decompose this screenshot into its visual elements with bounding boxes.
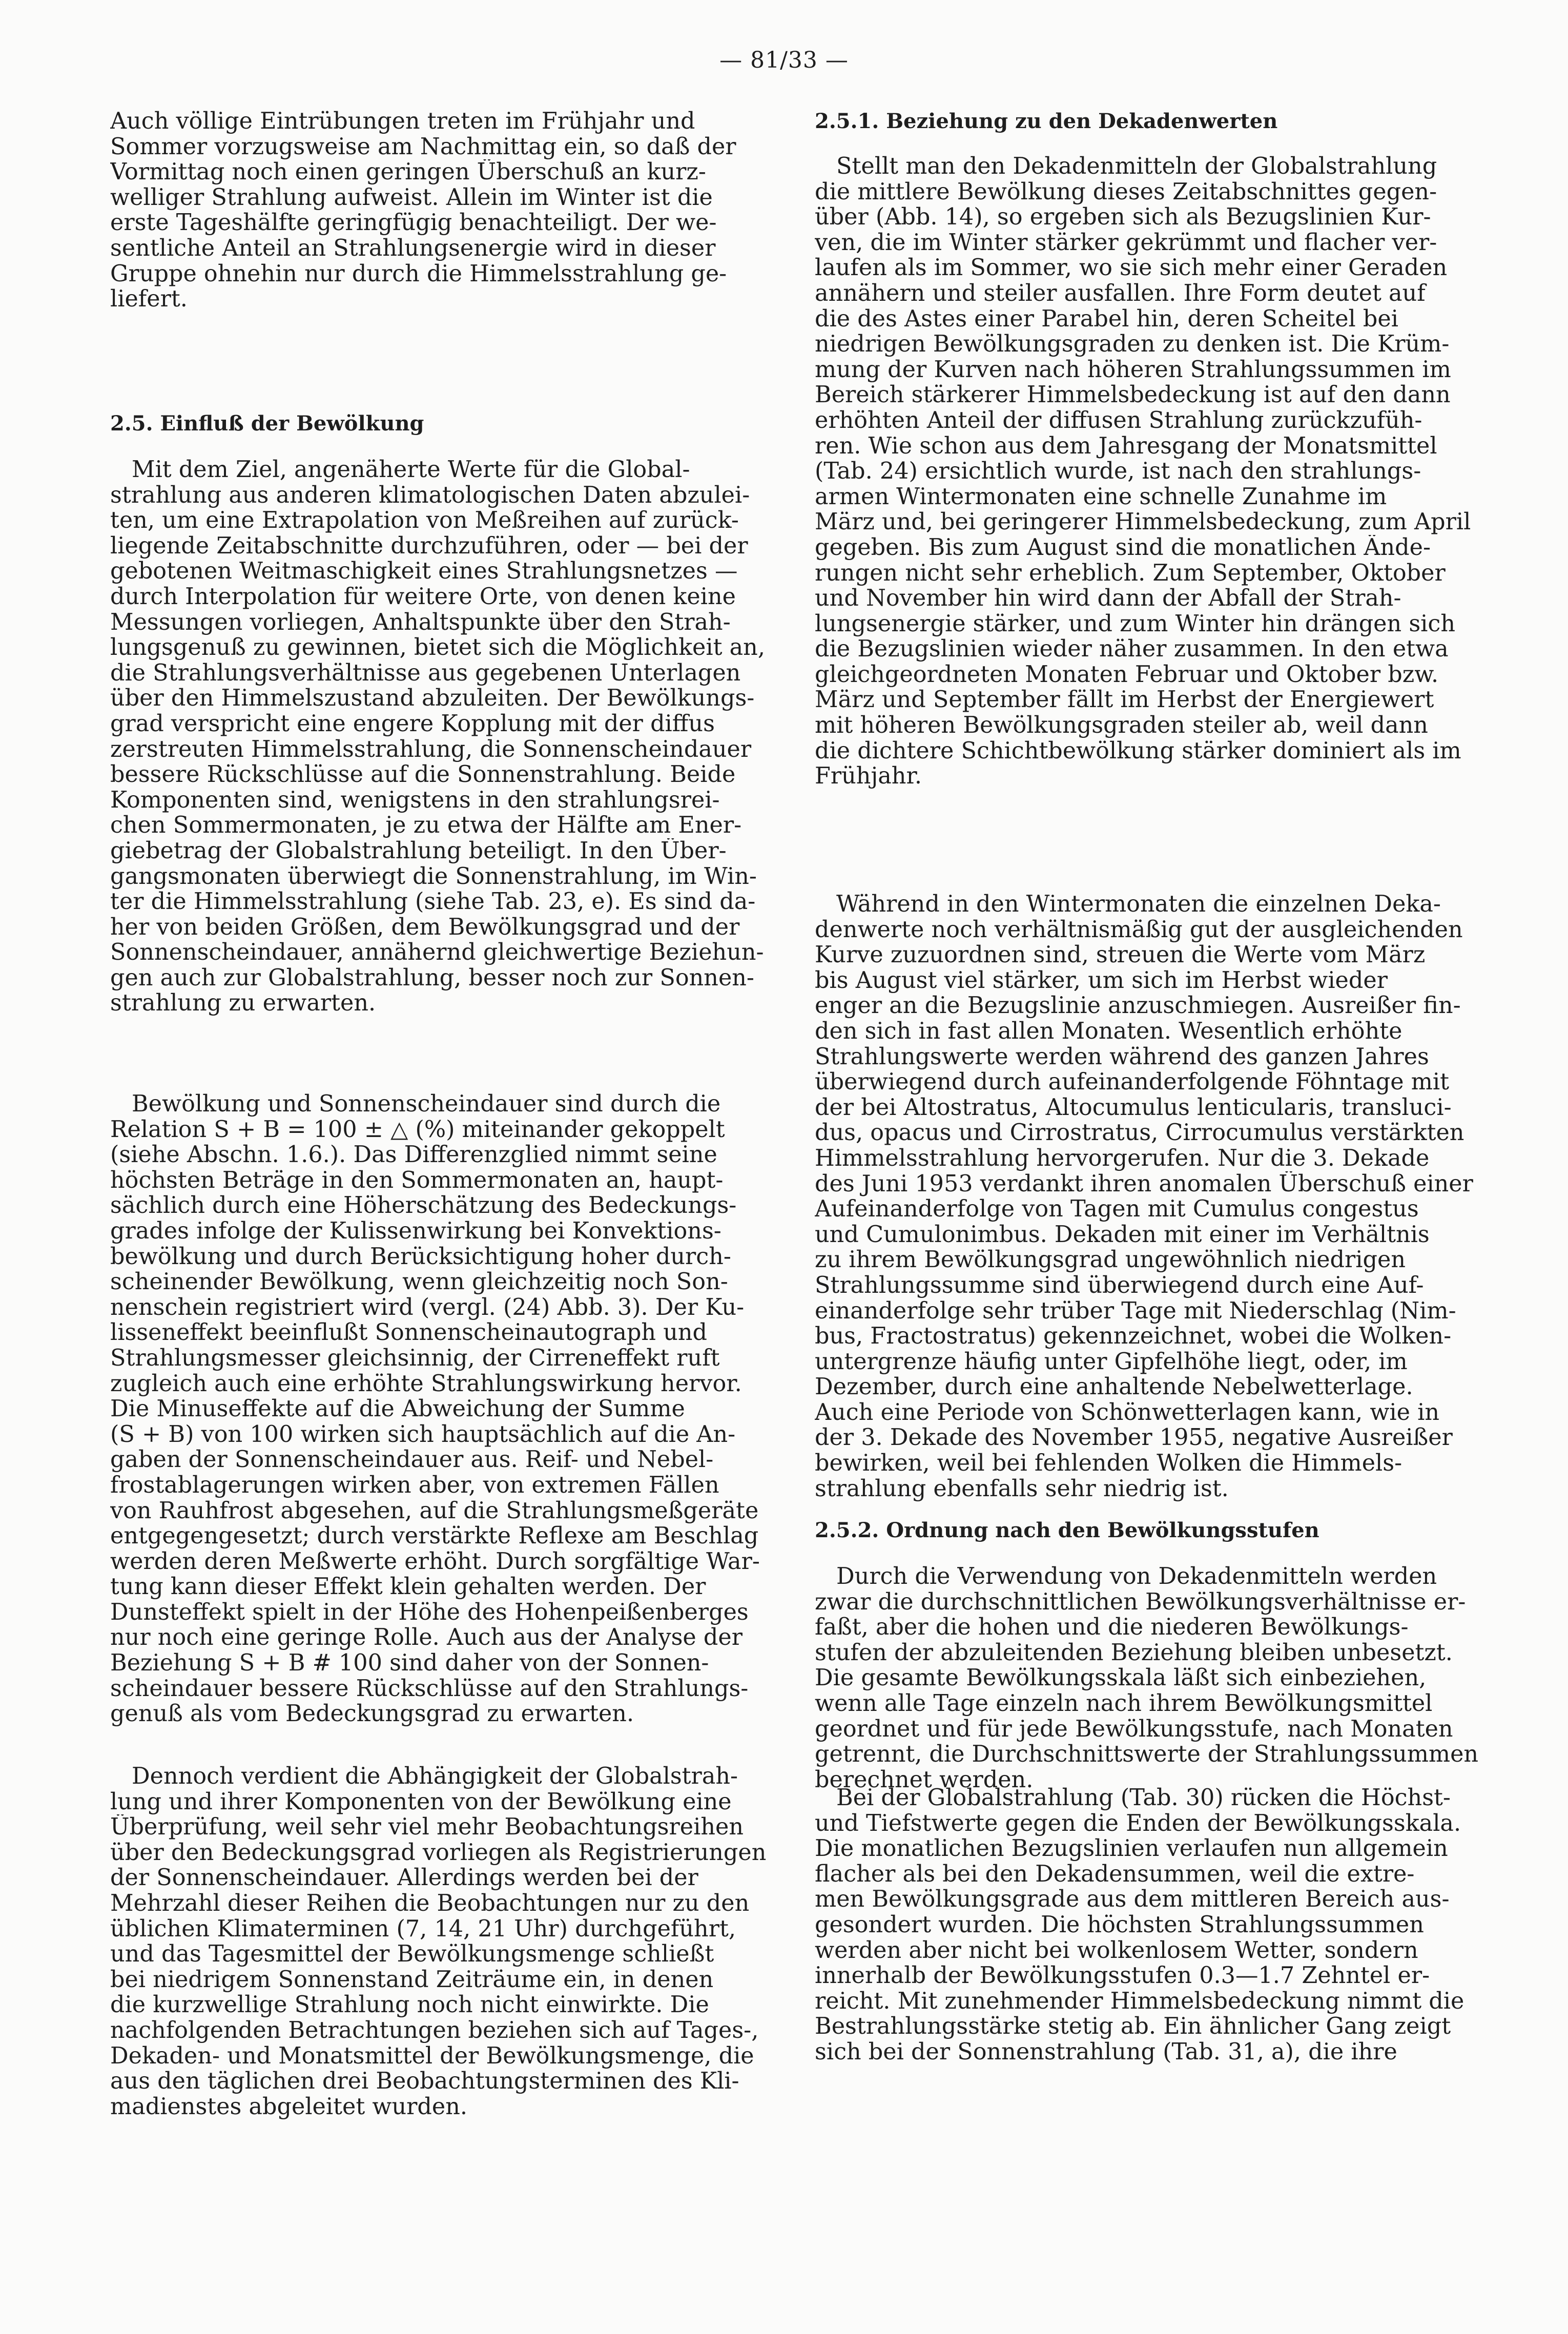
text-line: die Strahlungsverhältnisse aus gegebenen Unterlagen bbox=[110, 660, 741, 686]
text-line: Strahlungswerte werden während des ganzen Jahres bbox=[815, 1044, 1429, 1070]
text-line: gaben der Sonnenscheindauer aus. Reif- und Nebel- bbox=[110, 1447, 714, 1473]
text-line: lung und ihrer Komponenten von der Bewölkung eine bbox=[110, 1789, 732, 1815]
text-line: Vormittag noch einen geringen Überschuß an kurz- bbox=[110, 159, 706, 185]
text-line: der 3. Dekade des November 1955, negative Ausreißer bbox=[815, 1425, 1453, 1451]
text-line: Kurve zuzuordnen sind, streuen die Werte vom März bbox=[815, 942, 1426, 968]
text-line: Bei der Globalstrahlung (Tab. 30) rücken die Höchst- bbox=[836, 1785, 1451, 1811]
text-line: der Sonnenscheindauer. Allerdings werden bei der bbox=[110, 1865, 698, 1891]
text-line: Die monatlichen Bezugslinien verlaufen nun allgemein bbox=[815, 1836, 1448, 1862]
paragraph bbox=[815, 1564, 1478, 1792]
text-line: lungsenergie stärker, und zum Winter hin drängen sich bbox=[815, 611, 1455, 637]
text-line: aus den täglichen drei Beobachtungsterminen des Kli- bbox=[110, 2069, 739, 2094]
text-line: Strahlungsmesser gleichsinnig, der Cirreneffekt ruft bbox=[110, 1345, 720, 1371]
text-line: höchsten Beträge in den Sommermonaten an, haupt- bbox=[110, 1167, 724, 1193]
text-line: Auch eine Periode von Schönwetterlagen kann, wie in bbox=[815, 1399, 1440, 1426]
text-line: liefert. bbox=[110, 286, 188, 312]
text-line: ven, die im Winter stärker gekrümmt und flacher ver- bbox=[815, 230, 1437, 256]
text-line: frostablagerungen wirken aber, von extremen Fällen bbox=[110, 1472, 719, 1498]
text-line: innerhalb der Bewölkungsstufen 0.3—1.7 Zehntel er- bbox=[815, 1963, 1430, 1989]
text-line: wenn alle Tage einzeln nach ihrem Bewölkungsmittel bbox=[815, 1690, 1433, 1717]
text-line: überwiegend durch aufeinanderfolgende Föhntage mit bbox=[815, 1069, 1450, 1095]
text-line: über den Himmelszustand abzuleiten. Der Bewölkungs- bbox=[110, 686, 755, 711]
text-line: bis August viel stärker, um sich im Herbst wieder bbox=[815, 967, 1388, 994]
text-line: Relation S + B = 100 ± △ (%) miteinander gekoppelt bbox=[110, 1117, 725, 1143]
section-heading: 2.5. Einfluß der Bewölkung bbox=[110, 411, 424, 436]
text-line: über (Abb. 14), so ergeben sich als Bezugslinien Kur- bbox=[815, 204, 1431, 230]
page-number: — 81/33 — bbox=[719, 47, 849, 73]
text-line: getrennt, die Durchschnittswerte der Strahlungssummen bbox=[815, 1742, 1478, 1767]
text-line: Dennoch verdient die Abhängigkeit der Globalstrah- bbox=[132, 1764, 738, 1789]
text-line: und das Tagesmittel der Bewölkungsmenge schließt bbox=[110, 1941, 714, 1967]
text-line: niedrigen Bewölkungsgraden zu denken ist. Die Krüm- bbox=[815, 332, 1450, 357]
text-line: enger an die Bezugslinie anzuschmiegen. Ausreißer fin- bbox=[815, 993, 1461, 1019]
text-line: Strahlungssumme sind überwiegend durch eine Auf- bbox=[815, 1272, 1424, 1298]
text-line: zerstreuten Himmelsstrahlung, die Sonnenscheindauer bbox=[110, 736, 752, 762]
text-line: untergrenze häufig unter Gipfelhöhe liegt, oder, im bbox=[815, 1349, 1408, 1375]
text-line: gesondert wurden. Die höchsten Strahlungssummen bbox=[815, 1912, 1424, 1938]
text-line: zugleich auch eine erhöhte Strahlungswirkung hervor. bbox=[110, 1371, 742, 1397]
text-line: bus, Fractostratus) gekennzeichnet, wobei die Wolken- bbox=[815, 1324, 1452, 1349]
text-line: liegende Zeitabschnitte durchzuführen, oder — bei der bbox=[110, 533, 748, 559]
text-line: März und September fällt im Herbst der Energiewert bbox=[815, 687, 1434, 713]
text-line: tung kann dieser Effekt klein gehalten werden. Der bbox=[110, 1574, 706, 1600]
text-line: (siehe Abschn. 1.6.). Das Differenzglied nimmt seine bbox=[110, 1142, 717, 1168]
text-line: Durch die Verwendung von Dekadenmitteln werden bbox=[836, 1564, 1437, 1589]
text-line: gangsmonaten überwiegt die Sonnenstrahlung, im Win- bbox=[110, 863, 757, 890]
text-line: scheinender Bewölkung, wenn gleichzeitig noch Son- bbox=[110, 1269, 728, 1295]
section-heading: 2.5.1. Beziehung zu den Dekadenwerten bbox=[815, 109, 1278, 133]
text-line: mung der Kurven nach höheren Strahlungssummen im bbox=[815, 357, 1451, 383]
paragraph bbox=[110, 1764, 771, 2119]
paragraph bbox=[815, 154, 1478, 789]
text-line: grades infolge der Kulissenwirkung bei Konvektions- bbox=[110, 1218, 721, 1244]
text-line: Gruppe ohnehin nur durch die Himmelsstrahlung ge- bbox=[110, 261, 727, 287]
text-line: faßt, aber die hohen und die niederen Bewölkungs- bbox=[815, 1615, 1409, 1640]
text-line: Komponenten sind, wenigstens in den strahlungsrei- bbox=[110, 787, 720, 813]
text-line: Auch völlige Eintrübungen treten im Frühjahr und bbox=[110, 109, 695, 134]
text-line: Die gesamte Bewölkungsskala läßt sich einbeziehen, bbox=[815, 1665, 1427, 1691]
text-line: (Tab. 24) ersichtlich wurde, ist nach den strahlungs- bbox=[815, 459, 1421, 484]
text-line: nenschein registriert wird (vergl. (24) Abb. 3). Der Ku- bbox=[110, 1294, 745, 1320]
text-line: chen Sommermonaten, je zu etwa der Hälfte am Ener- bbox=[110, 813, 742, 838]
text-line: annähern und steiler ausfallen. Ihre Form deutet auf bbox=[815, 280, 1426, 306]
text-line: bewölkung und durch Berücksichtigung hoher durch- bbox=[110, 1244, 731, 1270]
text-line: giebetrag der Globalstrahlung beteiligt. In den Über- bbox=[110, 838, 727, 864]
text-line: (S + B) von 100 wirken sich hauptsächlich auf die An- bbox=[110, 1421, 736, 1448]
text-line: dus, opacus und Cirrostratus, Cirrocumulus verstärkten bbox=[815, 1120, 1464, 1146]
paragraph bbox=[110, 457, 771, 1016]
text-line: Aufeinanderfolge von Tagen mit Cumulus congestus bbox=[815, 1196, 1419, 1222]
text-line: Beziehung S + B # 100 sind daher von der Sonnen- bbox=[110, 1650, 709, 1676]
text-line: berechnet werden. bbox=[815, 1767, 1034, 1793]
text-line: Frühjahr. bbox=[815, 763, 922, 789]
text-line: die kurzwellige Strahlung noch nicht einwirkte. Die bbox=[110, 1992, 709, 2018]
text-line: bewirken, weil bei fehlenden Wolken die Himmels- bbox=[815, 1451, 1402, 1476]
text-line: Messungen vorliegen, Anhaltspunkte über den Strah- bbox=[110, 609, 731, 635]
text-line: von Rauhfrost abgesehen, auf die Strahlungsmeßgeräte bbox=[110, 1498, 759, 1524]
text-line: nur noch eine geringe Rolle. Auch aus der Analyse der bbox=[110, 1625, 743, 1651]
text-line: Sonnenscheindauer, annähernd gleichwertige Beziehun- bbox=[110, 940, 764, 965]
text-line: Überprüfung, weil sehr viel mehr Beobachtungsreihen bbox=[110, 1814, 744, 1840]
text-line: scheindauer bessere Rückschlüsse auf den Strahlungs- bbox=[110, 1676, 749, 1702]
text-line: reicht. Mit zunehmender Himmelsbedeckung nimmt die bbox=[815, 1988, 1464, 2014]
text-line: Himmelsstrahlung hervorgerufen. Nur die 3. Dekade bbox=[815, 1145, 1430, 1171]
text-line: über den Bedeckungsgrad vorliegen als Registrierungen bbox=[110, 1840, 767, 1866]
text-line: üblichen Klimaterminen (7, 14, 21 Uhr) durchgeführt, bbox=[110, 1916, 736, 1942]
text-line: März und, bei geringerer Himmelsbedeckung, zum April bbox=[815, 509, 1471, 535]
text-line: und Cumulonimbus. Dekaden mit einer im Verhältnis bbox=[815, 1222, 1430, 1248]
text-line: Sommer vorzugsweise am Nachmittag ein, so daß der bbox=[110, 134, 736, 160]
text-line: Die Minuseffekte auf die Abweichung der Summe bbox=[110, 1396, 685, 1422]
text-line: Dezember, durch eine anhaltende Nebelwetterlage. bbox=[815, 1374, 1413, 1400]
text-line: gebotenen Weitmaschigkeit eines Strahlungsnetzes — bbox=[110, 559, 738, 584]
text-line: Bereich stärkerer Himmelsbedeckung ist auf den dann bbox=[815, 382, 1451, 408]
text-line: strahlung ebenfalls sehr niedrig ist. bbox=[815, 1476, 1229, 1502]
paragraph bbox=[110, 109, 771, 312]
text-line: Mehrzahl dieser Reihen die Beobachtungen nur zu den bbox=[110, 1890, 750, 1916]
text-line: die mittlere Bewölkung dieses Zeitabschnittes gegen- bbox=[815, 179, 1437, 205]
text-line: erste Tageshälfte geringfügig benachteiligt. Der we- bbox=[110, 210, 717, 236]
text-line: mit höheren Bewölkungsgraden steiler ab, weil dann bbox=[815, 713, 1428, 738]
text-line: nachfolgenden Betrachtungen beziehen sich auf Tages-, bbox=[110, 2017, 759, 2043]
text-line: zwar die durchschnittlichen Bewölkungsverhältnisse er- bbox=[815, 1589, 1466, 1615]
text-line: die Bezugslinien wieder näher zusammen. In den etwa bbox=[815, 636, 1449, 662]
text-line: men Bewölkungsgrade aus dem mittleren Bereich aus- bbox=[815, 1887, 1450, 1912]
text-line: der bei Altostratus, Altocumulus lenticularis, transluci- bbox=[815, 1094, 1452, 1121]
text-line: gen auch zur Globalstrahlung, besser noch zur Sonnen- bbox=[110, 965, 754, 991]
text-line: sentliche Anteil an Strahlungsenergie wird in dieser bbox=[110, 235, 716, 261]
text-line: den sich in fast allen Monaten. Wesentlich erhöhte bbox=[815, 1018, 1402, 1044]
text-line: ten, um eine Extrapolation von Meßreihen auf zurück- bbox=[110, 508, 739, 533]
text-line: Während in den Wintermonaten die einzelnen Deka- bbox=[836, 892, 1441, 917]
text-line: grad verspricht eine engere Kopplung mit der diffus bbox=[110, 711, 715, 737]
paragraph bbox=[815, 1785, 1478, 2065]
text-line: gleichgeordneten Monaten Februar und Oktober bzw. bbox=[815, 662, 1439, 688]
text-line: lisseneffekt beeinflußt Sonnenscheinautograph und bbox=[110, 1320, 708, 1346]
text-line: ter die Himmelsstrahlung (siehe Tab. 23, e). Es sind da- bbox=[110, 889, 756, 915]
text-line: laufen als im Sommer, wo sie sich mehr einer Geraden bbox=[815, 255, 1448, 281]
text-line: denwerte noch verhältnismäßig gut der ausgleichenden bbox=[815, 917, 1463, 943]
text-line: stufen der abzuleitenden Beziehung bleiben unbesetzt. bbox=[815, 1640, 1453, 1666]
text-line: Mit dem Ziel, angenäherte Werte für die Global- bbox=[132, 457, 690, 483]
text-line: die dichtere Schichtbewölkung stärker dominiert als im bbox=[815, 738, 1461, 764]
text-line: flacher als bei den Dekadensummen, weil die extre- bbox=[815, 1861, 1415, 1887]
text-line: zu ihrem Bewölkungsgrad ungewöhnlich niedrigen bbox=[815, 1247, 1406, 1273]
text-line: ren. Wie schon aus dem Jahresgang der Monatsmittel bbox=[815, 433, 1437, 459]
text-line: die des Astes einer Parabel hin, deren Scheitel bei bbox=[815, 306, 1398, 332]
text-line: des Juni 1953 verdankt ihren anomalen Überschuß einer bbox=[815, 1171, 1473, 1197]
text-line: sich bei der Sonnenstrahlung (Tab. 31, a), die ihre bbox=[815, 2039, 1397, 2065]
section-heading: 2.5.2. Ordnung nach den Bewölkungsstufen bbox=[815, 1518, 1319, 1542]
text-line: geordnet und für jede Bewölkungsstufe, nach Monaten bbox=[815, 1716, 1453, 1742]
text-line: rungen nicht sehr erheblich. Zum September, Oktober bbox=[815, 560, 1446, 586]
text-line: entgegengesetzt; durch verstärkte Reflexe am Beschlag bbox=[110, 1523, 759, 1549]
text-line: einanderfolge sehr trüber Tage mit Niederschlag (Nim- bbox=[815, 1298, 1456, 1324]
text-line: und Tiefstwerte gegen die Enden der Bewölkungsskala. bbox=[815, 1810, 1461, 1836]
text-line: sächlich durch eine Höherschätzung des Bedeckungs- bbox=[110, 1193, 737, 1218]
text-line: Dunsteffekt spielt in der Höhe des Hohenpeißenberges bbox=[110, 1599, 749, 1625]
text-line: strahlung aus anderen klimatologischen Daten abzulei- bbox=[110, 482, 750, 508]
text-line: und November hin wird dann der Abfall der Strah- bbox=[815, 586, 1401, 611]
paragraph bbox=[815, 892, 1478, 1501]
text-line: welliger Strahlung aufweist. Allein im Winter ist die bbox=[110, 184, 713, 211]
text-line: genuß als vom Bedeckungsgrad zu erwarten. bbox=[110, 1701, 634, 1727]
text-line: her von beiden Größen, dem Bewölkungsgrad und der bbox=[110, 914, 740, 940]
text-line: lungsgenuß zu gewinnen, bietet sich die Möglichkeit an, bbox=[110, 635, 765, 660]
text-line: armen Wintermonaten eine schnelle Zunahme im bbox=[815, 484, 1387, 510]
text-line: durch Interpolation für weitere Orte, von denen keine bbox=[110, 584, 736, 610]
text-line: werden deren Meßwerte erhöht. Durch sorgfältige War- bbox=[110, 1548, 760, 1575]
text-line: bei niedrigem Sonnenstand Zeiträume ein, in denen bbox=[110, 1967, 714, 1993]
paragraph bbox=[110, 1091, 771, 1727]
text-line: Dekaden- und Monatsmittel der Bewölkungsmenge, die bbox=[110, 2043, 754, 2069]
text-line: gegeben. Bis zum August sind die monatlichen Ände- bbox=[815, 534, 1431, 561]
text-line: Bewölkung und Sonnenscheindauer sind durch die bbox=[132, 1091, 721, 1117]
text-line: werden aber nicht bei wolkenlosem Wetter, sondern bbox=[815, 1937, 1418, 1964]
text-line: Bestrahlungsstärke stetig ab. Ein ähnlicher Gang zeigt bbox=[815, 2014, 1451, 2039]
text-line: strahlung zu erwarten. bbox=[110, 990, 376, 1017]
text-line: madienstes abgeleitet wurden. bbox=[110, 2094, 468, 2120]
text-line: erhöhten Anteil der diffusen Strahlung zurückzufüh- bbox=[815, 407, 1422, 433]
text-line: bessere Rückschlüsse auf die Sonnenstrahlung. Beide bbox=[110, 762, 736, 788]
text-line: Stellt man den Dekadenmitteln der Globalstrahlung bbox=[836, 154, 1437, 179]
